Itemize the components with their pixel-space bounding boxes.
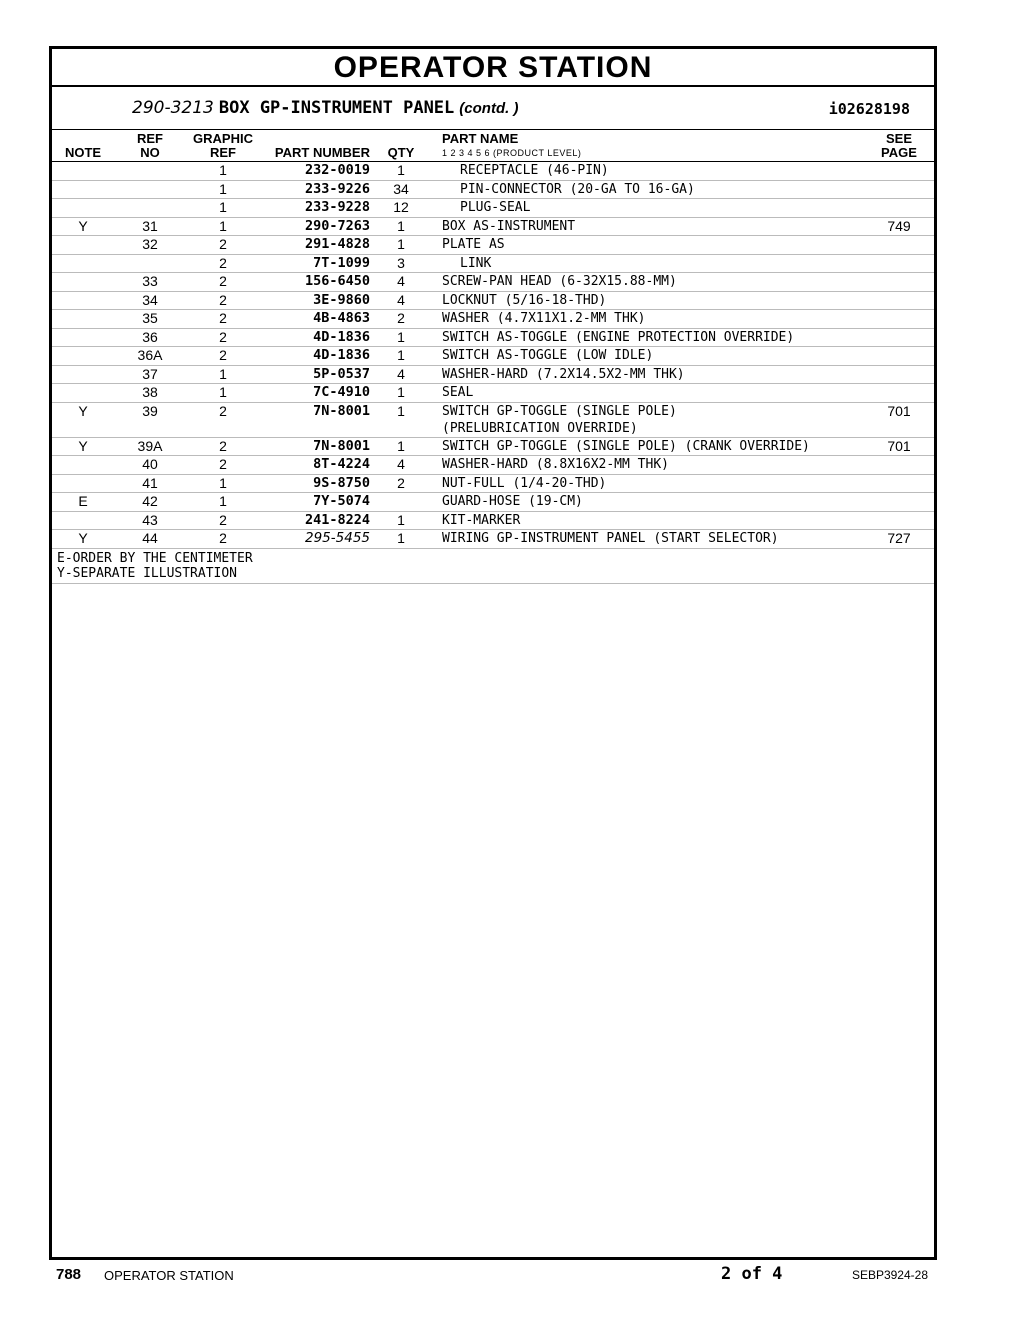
cell-part-name <box>424 273 864 292</box>
cell-see-page <box>864 217 934 236</box>
table-row <box>52 236 934 255</box>
cell-qty-text: 12 <box>393 199 409 215</box>
cell-ref-no-text: 31 <box>142 217 158 234</box>
page-number: 788 <box>56 1266 82 1283</box>
cell-graphic-ref-text: 2 <box>219 437 227 454</box>
cell-part-name-text: SWITCH AS-TOGGLE (LOW IDLE) <box>442 348 654 363</box>
cell-qty <box>378 199 424 218</box>
cell-qty <box>378 384 424 403</box>
cell-ref-no-text: 33 <box>142 273 158 289</box>
cell-part-name-text: BOX AS-INSTRUMENT <box>442 218 576 234</box>
group-header <box>52 87 934 130</box>
cell-graphic-ref <box>186 236 260 255</box>
cell-part-name-text: WIRING GP-INSTRUMENT PANEL (START SELECTOR) <box>442 531 779 546</box>
cell-part-name <box>424 456 864 475</box>
cell-part-name-text: SCREW-PAN HEAD (6-32X15.88-MM) <box>442 274 677 289</box>
cell-ref-no-text: 36A <box>137 347 163 363</box>
cell-ref-no <box>114 493 186 512</box>
cell-part-number <box>260 291 378 310</box>
cell-ref-no <box>114 328 186 347</box>
cell-ref-no <box>114 310 186 329</box>
cell-part-number-text: 295-5455 <box>305 530 370 546</box>
cell-qty-text: 1 <box>397 162 405 178</box>
cell-part-number-text: 241-8224 <box>304 511 370 528</box>
cell-qty <box>378 291 424 310</box>
parts-table <box>52 130 934 549</box>
cell-qty <box>378 402 424 437</box>
cell-part-number-text: 9S-8750 <box>313 474 370 491</box>
cell-see-page <box>864 162 934 181</box>
cell-part-name-text: PLATE AS <box>442 237 505 252</box>
table-row <box>52 162 934 181</box>
cell-part-number-text: 233-9228 <box>304 199 370 215</box>
page-of-count: 2 of 4 <box>721 1264 783 1284</box>
cell-see-page <box>864 347 934 366</box>
parts-page-frame <box>49 46 937 1260</box>
table-row <box>52 199 934 218</box>
cell-graphic-ref-text: 1 <box>219 180 227 197</box>
cell-part-number <box>260 328 378 347</box>
cell-graphic-ref-text: 2 <box>219 511 227 528</box>
cell-part-name <box>424 493 864 512</box>
cell-part-number <box>260 217 378 236</box>
cell-ref-no <box>114 402 186 437</box>
cell-ref-no <box>114 199 186 218</box>
page-footer <box>56 1264 928 1288</box>
cell-part-name-text: WASHER-HARD (7.2X14.5X2-MM THK) <box>442 366 685 382</box>
cell-part-number <box>260 365 378 384</box>
cell-note <box>52 347 114 366</box>
header-product-level: 1 2 3 4 5 6 (PRODUCT LEVEL) <box>442 148 582 158</box>
cell-ref-no-text: 32 <box>142 236 158 252</box>
cell-graphic-ref <box>186 217 260 236</box>
cell-ref-no-text: 37 <box>142 365 158 382</box>
cell-qty <box>378 162 424 181</box>
cell-part-name <box>424 199 864 218</box>
cell-qty-text: 4 <box>397 273 405 289</box>
cell-part-name <box>424 530 864 549</box>
cell-qty <box>378 437 424 456</box>
cell-note <box>52 273 114 292</box>
footer-section: OPERATOR STATION <box>104 1268 234 1283</box>
cell-qty-text: 1 <box>397 437 405 454</box>
cell-ref-no-text: 43 <box>142 511 158 528</box>
cell-qty-text: 4 <box>397 365 405 382</box>
cell-note-text: Y <box>78 402 88 419</box>
table-header-row <box>52 130 934 162</box>
cell-part-number-text: 233-9226 <box>304 180 370 197</box>
cell-qty-text: 1 <box>397 328 405 345</box>
cell-ref-no <box>114 511 186 530</box>
cell-part-name-text: PIN-CONNECTOR (20-GA TO 16-GA) <box>460 181 695 197</box>
table-row <box>52 328 934 347</box>
note-y: Y-SEPARATE ILLUSTRATION <box>57 565 238 581</box>
cell-ref-no <box>114 217 186 236</box>
cell-qty <box>378 254 424 273</box>
cell-ref-no-text: 35 <box>142 310 158 326</box>
cell-see-page-text: 749 <box>887 217 911 234</box>
cell-graphic-ref-text: 2 <box>219 291 227 308</box>
cell-graphic-ref <box>186 254 260 273</box>
cell-qty-text: 1 <box>397 530 405 546</box>
cell-graphic-ref-text: 2 <box>219 456 227 472</box>
table-row <box>52 291 934 310</box>
cell-graphic-ref <box>186 199 260 218</box>
cell-see-page <box>864 180 934 199</box>
header-graphic-ref-line1: GRAPHIC <box>193 131 253 146</box>
cell-see-page <box>864 328 934 347</box>
cell-qty-text: 1 <box>397 511 405 528</box>
cell-part-number <box>260 402 378 437</box>
cell-note <box>52 384 114 403</box>
cell-part-name-text: WASHER-HARD (8.8X16X2-MM THK) <box>442 457 669 472</box>
cell-ref-no <box>114 291 186 310</box>
cell-ref-no <box>114 365 186 384</box>
header-graphic-ref-line2: REF <box>210 145 236 160</box>
cell-part-name <box>424 384 864 403</box>
cell-note <box>52 328 114 347</box>
cell-ref-no-text: 44 <box>142 530 158 546</box>
cell-see-page <box>864 236 934 255</box>
cell-qty <box>378 273 424 292</box>
table-row <box>52 254 934 273</box>
cell-see-page <box>864 474 934 493</box>
cell-graphic-ref <box>186 384 260 403</box>
cell-graphic-ref <box>186 456 260 475</box>
cell-graphic-ref-text: 1 <box>219 493 227 509</box>
cell-graphic-ref-text: 1 <box>219 217 227 234</box>
group-name: BOX GP-INSTRUMENT PANEL <box>218 98 455 118</box>
cell-part-number-text: 291-4828 <box>304 236 370 252</box>
cell-see-page <box>864 273 934 292</box>
cell-part-number <box>260 493 378 512</box>
cell-part-number <box>260 254 378 273</box>
cell-graphic-ref-text: 1 <box>219 384 227 400</box>
cell-ref-no <box>114 180 186 199</box>
cell-part-number <box>260 199 378 218</box>
cell-graphic-ref-text: 2 <box>219 310 227 326</box>
cell-ref-no <box>114 456 186 475</box>
cell-see-page-text: 727 <box>887 530 911 546</box>
cell-qty-text: 1 <box>397 217 405 234</box>
cell-part-number <box>260 162 378 181</box>
cell-qty <box>378 511 424 530</box>
cell-graphic-ref-text: 2 <box>219 347 227 363</box>
cell-graphic-ref <box>186 291 260 310</box>
table-row <box>52 273 934 292</box>
cell-qty-text: 1 <box>397 384 405 400</box>
header-graphic-ref <box>186 130 260 162</box>
cell-ref-no <box>114 273 186 292</box>
header-see-page-line2: PAGE <box>881 145 917 160</box>
cell-graphic-ref <box>186 511 260 530</box>
cell-part-number-text: 7N-8001 <box>313 437 370 454</box>
cell-part-name-text: KIT-MARKER <box>442 512 521 528</box>
parts-table-body <box>52 162 934 549</box>
cell-ref-no <box>114 437 186 456</box>
cell-part-name <box>424 347 864 366</box>
notes-legend <box>52 549 934 584</box>
cell-see-page <box>864 456 934 475</box>
table-row <box>52 474 934 493</box>
cell-note <box>52 511 114 530</box>
cell-part-number-text: 232-0019 <box>304 162 370 178</box>
cell-part-name <box>424 310 864 329</box>
header-note: NOTE <box>52 130 114 162</box>
cell-part-number <box>260 530 378 549</box>
cell-ref-no-text: 38 <box>142 384 158 400</box>
cell-graphic-ref <box>186 328 260 347</box>
cell-part-name-continuation: (PRELUBRICATION OVERRIDE) <box>442 420 638 436</box>
cell-note-text: Y <box>78 437 88 454</box>
cell-part-name <box>424 474 864 493</box>
cell-part-name <box>424 402 864 437</box>
header-see-page-line1: SEE <box>885 131 912 146</box>
cell-part-name <box>424 291 864 310</box>
table-row <box>52 180 934 199</box>
cell-ref-no <box>114 474 186 493</box>
group-title <box>132 97 518 118</box>
cell-part-number <box>260 437 378 456</box>
header-ref-no <box>114 130 186 162</box>
cell-graphic-ref-text: 1 <box>219 365 227 382</box>
cell-part-name-text: PLUG-SEAL <box>460 200 531 215</box>
cell-qty <box>378 347 424 366</box>
cell-part-number-text: 4D-1836 <box>313 347 370 363</box>
cell-ref-no-text: 39 <box>142 402 158 419</box>
cell-graphic-ref-text: 1 <box>219 162 227 178</box>
cell-qty-text: 3 <box>397 254 405 271</box>
table-row <box>52 310 934 329</box>
cell-qty <box>378 530 424 549</box>
cell-qty <box>378 217 424 236</box>
cell-qty-text: 1 <box>397 236 405 252</box>
table-row <box>52 437 934 456</box>
cell-graphic-ref <box>186 493 260 512</box>
cell-part-number-text: 5P-0537 <box>313 365 370 382</box>
cell-part-number <box>260 511 378 530</box>
cell-part-number <box>260 236 378 255</box>
header-see-page <box>864 130 934 162</box>
cell-part-number <box>260 180 378 199</box>
table-row <box>52 365 934 384</box>
cell-part-number-text: 7T-1099 <box>313 254 370 271</box>
cell-part-number-text: 4D-1836 <box>313 328 370 345</box>
cell-note <box>52 456 114 475</box>
cell-note <box>52 217 114 236</box>
cell-graphic-ref <box>186 310 260 329</box>
cell-note <box>52 291 114 310</box>
table-row <box>52 347 934 366</box>
cell-part-number-text: 7Y-5074 <box>313 493 370 509</box>
cell-part-name <box>424 162 864 181</box>
cell-part-name-text: GUARD-HOSE (19-CM) <box>442 494 583 509</box>
note-e: E-ORDER BY THE CENTIMETER <box>57 550 253 566</box>
cell-note <box>52 493 114 512</box>
cell-qty-text: 4 <box>397 456 405 472</box>
cell-ref-no <box>114 384 186 403</box>
cell-note <box>52 254 114 273</box>
cell-see-page-text: 701 <box>887 437 911 454</box>
cell-see-page <box>864 493 934 512</box>
table-row <box>52 511 934 530</box>
cell-note <box>52 530 114 549</box>
cell-part-name <box>424 437 864 456</box>
cell-part-number <box>260 347 378 366</box>
page-title: OPERATOR STATION <box>52 49 934 87</box>
cell-part-name <box>424 180 864 199</box>
header-part-number: PART NUMBER <box>260 130 378 162</box>
cell-part-number-text: 7C-4910 <box>313 384 370 400</box>
cell-see-page <box>864 511 934 530</box>
table-row <box>52 530 934 549</box>
cell-graphic-ref <box>186 437 260 456</box>
header-ref-no-line2: NO <box>140 145 160 160</box>
cell-graphic-ref-text: 2 <box>219 530 227 546</box>
cell-see-page <box>864 365 934 384</box>
cell-ref-no-text: 39A <box>137 437 163 454</box>
cell-qty <box>378 365 424 384</box>
table-row <box>52 402 934 437</box>
cell-see-page <box>864 402 934 437</box>
group-number: 290-3213 <box>132 98 214 118</box>
cell-part-name-text: WASHER (4.7X11X1.2-MM THK) <box>442 311 646 326</box>
cell-see-page <box>864 199 934 218</box>
cell-part-number <box>260 384 378 403</box>
group-contd: (contd. ) <box>459 100 519 117</box>
cell-qty <box>378 236 424 255</box>
cell-qty-text: 1 <box>397 347 405 363</box>
cell-note <box>52 365 114 384</box>
table-row <box>52 384 934 403</box>
cell-ref-no-text: 36 <box>142 328 158 345</box>
table-row <box>52 217 934 236</box>
header-qty: QTY <box>378 130 424 162</box>
illustration-id: i02628198 <box>828 100 910 118</box>
cell-graphic-ref <box>186 365 260 384</box>
cell-see-page <box>864 530 934 549</box>
cell-graphic-ref <box>186 347 260 366</box>
cell-part-name-text: RECEPTACLE (46-PIN) <box>460 163 609 178</box>
cell-part-name-text: LOCKNUT (5/16-18-THD) <box>442 292 607 308</box>
cell-part-number <box>260 310 378 329</box>
cell-graphic-ref-text: 1 <box>219 199 227 215</box>
cell-part-name-text: SWITCH GP-TOGGLE (SINGLE POLE) <box>442 403 677 419</box>
cell-part-name <box>424 511 864 530</box>
cell-part-number <box>260 456 378 475</box>
cell-graphic-ref-text: 1 <box>219 474 227 491</box>
cell-graphic-ref <box>186 402 260 437</box>
cell-note-text: E <box>78 493 88 509</box>
header-part-name <box>424 130 864 162</box>
cell-note <box>52 310 114 329</box>
header-ref-no-line1: REF <box>137 131 163 146</box>
cell-ref-no-text: 41 <box>142 474 158 491</box>
cell-note <box>52 402 114 437</box>
cell-see-page <box>864 291 934 310</box>
cell-note <box>52 437 114 456</box>
cell-qty-text: 2 <box>397 310 405 326</box>
cell-see-page <box>864 384 934 403</box>
cell-part-name <box>424 365 864 384</box>
cell-qty <box>378 180 424 199</box>
cell-graphic-ref <box>186 180 260 199</box>
cell-graphic-ref-text: 2 <box>219 273 227 289</box>
cell-note <box>52 199 114 218</box>
cell-ref-no <box>114 530 186 549</box>
cell-part-number-text: 290-7263 <box>304 217 370 234</box>
document-number: SEBP3924-28 <box>851 1268 928 1282</box>
cell-qty <box>378 456 424 475</box>
cell-qty-text: 2 <box>397 474 405 491</box>
cell-graphic-ref-text: 2 <box>219 328 227 345</box>
cell-graphic-ref-text: 2 <box>219 236 227 252</box>
cell-part-number-text: 7N-8001 <box>313 402 370 419</box>
cell-qty <box>378 474 424 493</box>
cell-qty <box>378 328 424 347</box>
cell-note-text: Y <box>78 530 88 546</box>
cell-part-name <box>424 254 864 273</box>
cell-part-number-text: 3E-9860 <box>313 291 370 308</box>
cell-see-page <box>864 310 934 329</box>
cell-ref-no-text: 40 <box>142 456 158 472</box>
cell-ref-no <box>114 254 186 273</box>
cell-ref-no <box>114 236 186 255</box>
cell-see-page <box>864 437 934 456</box>
cell-qty-text: 1 <box>397 402 405 419</box>
cell-qty <box>378 493 424 512</box>
cell-ref-no-text: 34 <box>142 291 158 308</box>
cell-qty-text: 34 <box>393 180 409 197</box>
cell-note <box>52 180 114 199</box>
table-row <box>52 456 934 475</box>
cell-part-name-text: SWITCH GP-TOGGLE (SINGLE POLE) (CRANK OVERRIDE) <box>442 438 810 454</box>
cell-note <box>52 236 114 255</box>
cell-graphic-ref-text: 2 <box>219 402 227 419</box>
cell-graphic-ref <box>186 273 260 292</box>
cell-part-name-text: LINK <box>460 255 492 271</box>
cell-part-number <box>260 273 378 292</box>
cell-graphic-ref <box>186 474 260 493</box>
cell-part-name-text: SEAL <box>442 385 474 400</box>
cell-part-name <box>424 217 864 236</box>
cell-graphic-ref <box>186 530 260 549</box>
cell-part-number-text: 4B-4863 <box>313 310 370 326</box>
cell-note-text: Y <box>78 217 88 234</box>
cell-part-number-text: 8T-4224 <box>313 456 370 472</box>
cell-part-name-text: NUT-FULL (1/4-20-THD) <box>442 475 607 491</box>
cell-qty-text: 4 <box>397 291 405 308</box>
cell-part-number-text: 156-6450 <box>304 273 370 289</box>
cell-ref-no <box>114 347 186 366</box>
cell-see-page <box>864 254 934 273</box>
cell-graphic-ref <box>186 162 260 181</box>
cell-ref-no <box>114 162 186 181</box>
header-part-name-label: PART NAME <box>442 131 519 146</box>
cell-qty <box>378 310 424 329</box>
table-row <box>52 493 934 512</box>
cell-part-name-text: SWITCH AS-TOGGLE (ENGINE PROTECTION OVERRIDE) <box>442 329 795 345</box>
cell-part-number <box>260 474 378 493</box>
cell-see-page-text: 701 <box>887 402 911 419</box>
cell-note <box>52 162 114 181</box>
cell-graphic-ref-text: 2 <box>219 254 227 271</box>
cell-note <box>52 474 114 493</box>
cell-part-name <box>424 236 864 255</box>
cell-ref-no-text: 42 <box>142 493 158 509</box>
cell-part-name <box>424 328 864 347</box>
